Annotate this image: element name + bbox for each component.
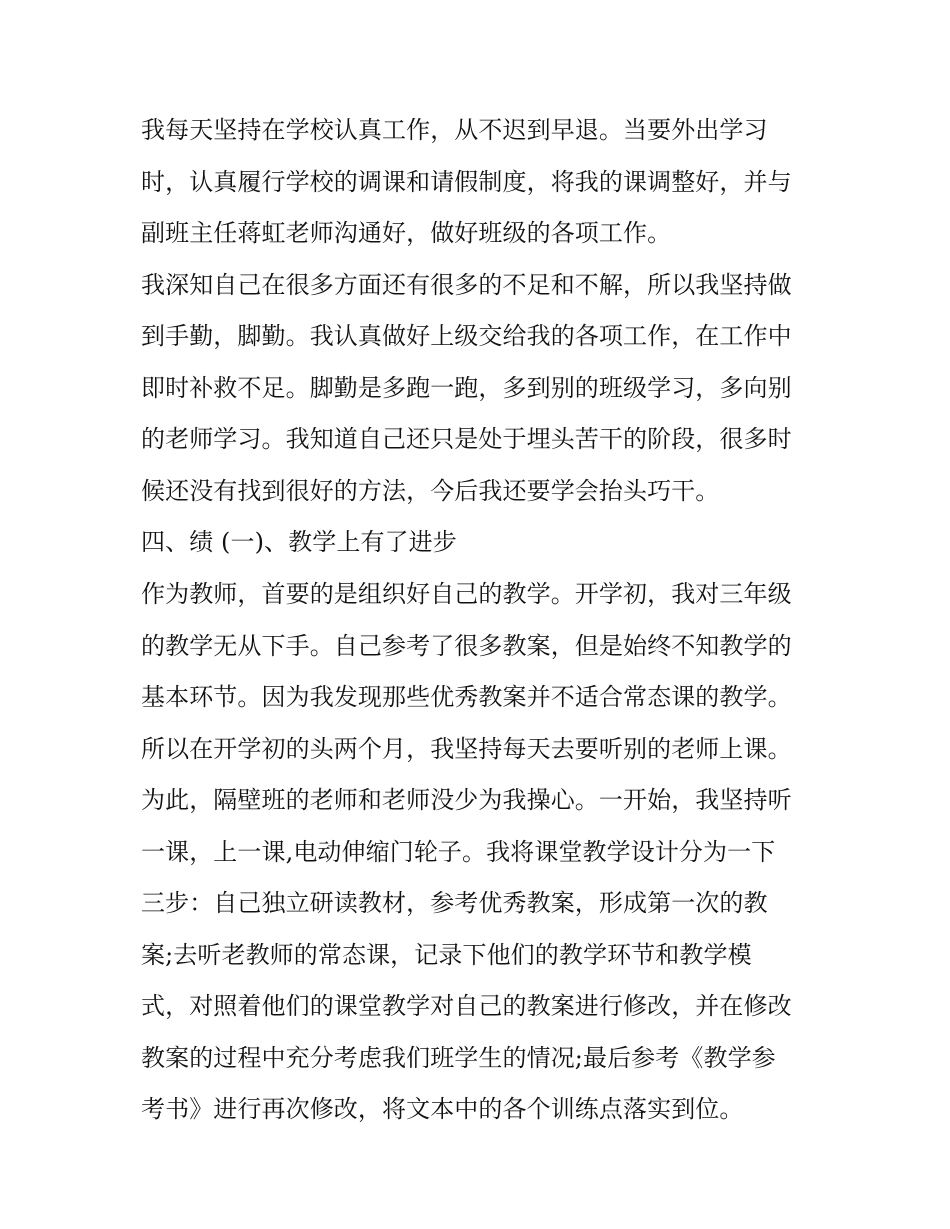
text-line: 作为教师，首要的是组织好自己的教学。开学初，我对三年级: [141, 580, 792, 608]
text-line: 教案的过程中充分考虑我们班学生的情况;最后参考《教学参: [141, 1043, 776, 1072]
text-line: 我深知自己在很多方面还有很多的不足和不解，所以我坚持做: [141, 270, 792, 299]
text-line: 到手勤，脚勤。我认真做好上级交给我的各项工作，在工作中: [141, 322, 792, 350]
text-line: 我每天坚持在学校认真工作，从不迟到早退。当要外出学习: [141, 116, 768, 144]
text-line: 三步：自己独立研读教材，参考优秀教案，形成第一次的教: [141, 889, 768, 917]
section-heading: 四、绩 (一)、教学上有了进步: [141, 528, 457, 556]
text-line: 所以在开学初的头两个月，我坚持每天去要听别的老师上课。: [141, 734, 792, 763]
text-line: 案;去听老教师的常态课，记录下他们的教学环节和教学模: [141, 940, 752, 969]
text-line: 的老师学习。我知道自己还只是处于埋头苦干的阶段，很多时: [141, 425, 792, 453]
text-line: 一课，上一课,电动伸缩门轮子。我将课堂教学设计分为一下: [141, 837, 776, 866]
body-text: [141, 110, 821, 1141]
text-line: 的教学无从下手。自己参考了很多教案，但是始终不知教学的: [141, 631, 792, 660]
text-line: 式，对照着他们的课堂教学对自己的教案进行修改，并在修改: [141, 992, 792, 1020]
text-line: 时，认真履行学校的调课和请假制度，将我的课调整好，并与: [141, 167, 792, 196]
text-line: 即时补救不足。脚勤是多跑一跑，多到别的班级学习，多向别: [141, 373, 792, 402]
text-line: 为此，隔壁班的老师和老师没少为我操心。一开始，我坚持听: [141, 786, 792, 814]
text-line: 基本环节。因为我发现那些优秀教案并不适合常态课的教学。: [141, 683, 792, 711]
text-line: 候还没有找到很好的方法，今后我还要学会抬头巧干。: [141, 476, 720, 505]
text-line: 考书》进行再次修改，将文本中的各个训练点落实到位。: [141, 1095, 744, 1123]
text-line: 副班主任蒋虹老师沟通好，做好班级的各项工作。: [141, 219, 672, 247]
